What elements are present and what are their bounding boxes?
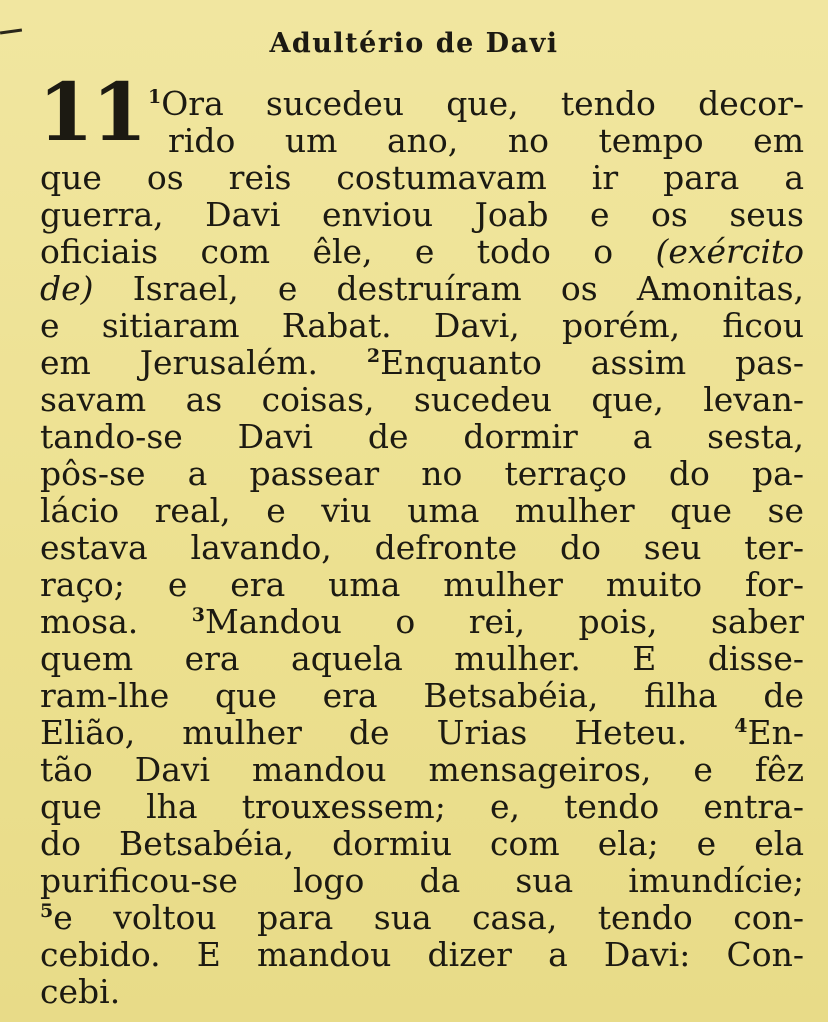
text-line: rido um ano, no tempo em xyxy=(168,121,804,160)
section-heading: Adultério de Davi xyxy=(269,28,559,59)
verse-number: 5 xyxy=(40,900,54,922)
text-line: mosa. $^3$Mandou o rei, pois, saber xyxy=(40,602,805,641)
text-line: estava lavando, defronte do seu ter- xyxy=(40,528,804,567)
text-line: tando-se Davi de dormir a sesta, xyxy=(40,417,804,456)
text-line: guerra, Davi enviou Joab e os seus xyxy=(40,195,804,234)
text-line: $^1$Ora sucedeu que, tendo decor- xyxy=(148,84,804,123)
text-line: raço; e era uma mulher muito for- xyxy=(40,565,804,604)
verse-number: 4 xyxy=(734,715,748,737)
verse-number: 3 xyxy=(191,604,205,626)
text-line: purificou-se logo da sua imundície; xyxy=(40,861,804,900)
text-line: pôs-se a passear no terraço do pa- xyxy=(40,454,804,493)
text-line: cebido. E mandou dizer a Davi: Con- xyxy=(40,935,804,974)
text-line: em Jerusalém. $^2$Enquanto assim pas- xyxy=(40,343,804,382)
text-line: que os reis costumavam ir para a xyxy=(40,158,804,197)
text-line: lácio real, e viu uma mulher que se xyxy=(40,491,804,530)
text-line: savam as coisas, sucedeu que, levan- xyxy=(40,380,804,419)
verse-number: 1 xyxy=(148,86,162,108)
text-line: de) Israel, e destruíram os Amonitas, xyxy=(40,269,804,308)
text-line: $^5$e voltou para sua casa, tendo con- xyxy=(40,898,804,937)
text-line: quem era aquela mulher. E disse- xyxy=(40,639,804,678)
text-line: do Betsabéia, dormiu com ela; e ela xyxy=(40,824,804,863)
chapter-number: 11 xyxy=(38,65,146,159)
text-line: que lha trouxessem; e, tendo entra- xyxy=(40,787,804,826)
text-line: Elião, mulher de Urias Heteu. $^4$En- xyxy=(40,713,804,752)
text-line: oficiais com êle, e todo o (exército xyxy=(40,232,804,271)
text-line: tão Davi mandou mensageiros, e fêz xyxy=(40,750,804,789)
text-line: e sitiaram Rabat. Davi, porém, ficou xyxy=(40,306,804,345)
text-line: ram-lhe que era Betsabéia, filha de xyxy=(40,676,804,715)
verse-number: 2 xyxy=(366,345,381,367)
text-line: cebi. xyxy=(40,972,121,1011)
